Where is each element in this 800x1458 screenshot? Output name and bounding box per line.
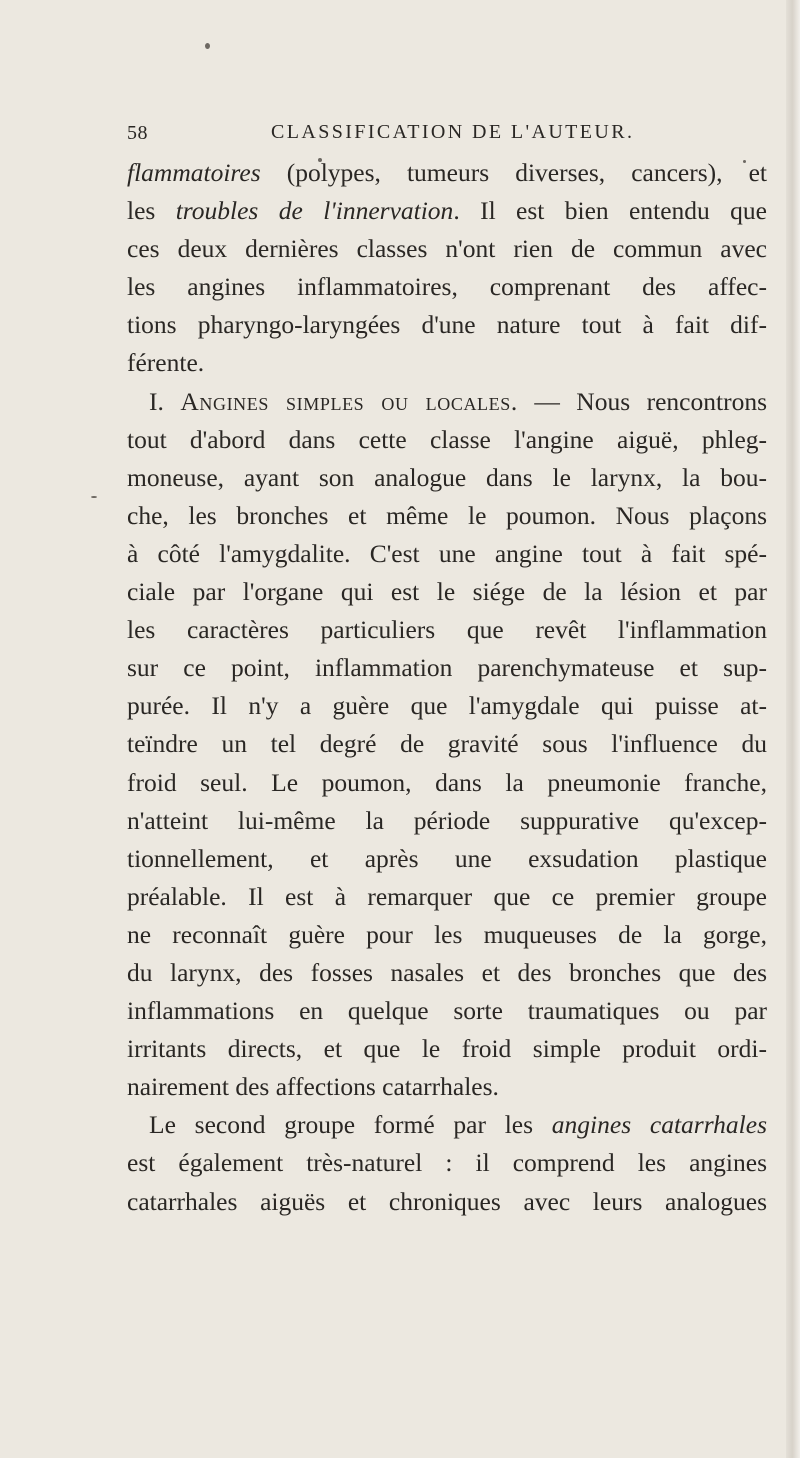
- text-line: les caractères particuliers que revêt l'inflammation: [127, 615, 767, 645]
- text-line: sur ce point, inflammation parenchymateuse et sup-: [127, 653, 767, 683]
- ink-speck: [205, 43, 210, 49]
- text-line: les angines inflammatoires, comprenant des affec-: [127, 272, 767, 302]
- text-line: ces deux dernières classes n'ont rien de commun avec: [127, 234, 767, 264]
- text-line: les troubles de l'innervation. Il est bien entendu que: [127, 196, 767, 226]
- italic-term: angines catarrhales: [551, 1110, 767, 1140]
- text-line: irritants directs, et que le froid simple produit ordi-: [127, 1034, 767, 1064]
- text-line: purée. Il n'y a guère que l'amygdale qui puisse at-: [127, 691, 767, 721]
- text-line: inflammations en quelque sorte traumatiques ou par: [127, 996, 767, 1026]
- text-line: ne reconnaît guère pour les muqueuses de la gorge,: [127, 919, 767, 949]
- text-line: du larynx, des fosses nasales et des bronches que des: [127, 957, 767, 987]
- text-line: préalable. Il est à remarquer que ce premier groupe: [127, 881, 767, 911]
- text-line: teïndre un tel degré de gravité sous l'influence du: [127, 729, 767, 759]
- text-line: tout d'abord dans cette classe l'angine aiguë, phleg-: [127, 424, 767, 454]
- running-title: CLASSIFICATION DE L'AUTEUR.: [271, 121, 635, 143]
- text-line: nairement des affections catarrhales.: [127, 1072, 499, 1102]
- text-line: tions pharyngo-laryngées d'une nature tout à fait dif-: [127, 310, 767, 340]
- text-line: à côté l'amygdalite. C'est une angine tout à fait spé-: [127, 538, 767, 568]
- text-line: ciale par l'organe qui est le siége de la lésion et par: [127, 577, 767, 607]
- text-line: tionnellement, et après une exsudation plastique: [127, 843, 767, 873]
- text-line: froid seul. Le poumon, dans la pneumonie franche,: [127, 767, 767, 797]
- text-line: flammatoires (polypes, tumeurs diverses, cancers), et: [127, 158, 767, 187]
- text-line: est également très-naturel : il comprend les angines: [127, 1148, 767, 1178]
- section-heading-line: I. Angines simples ou locales. — Nous rencontrons: [149, 386, 767, 416]
- ink-speck: [91, 496, 97, 498]
- text-line: férente.: [127, 348, 205, 378]
- text-line: moneuse, ayant son analogue dans le larynx, la bou-: [127, 462, 767, 492]
- text-line: Le second groupe formé par les angines catarrhales: [149, 1110, 767, 1140]
- section-heading: Angines simples ou locales.: [180, 386, 518, 416]
- text-line: n'atteint lui-même la période suppurative qu'excep-: [127, 805, 767, 835]
- text-line: catarrhales aiguës et chroniques avec leurs analogues: [127, 1186, 767, 1216]
- italic-term: troubles de l'innervation: [175, 196, 454, 226]
- body-text: [127, 154, 767, 1221]
- italic-term: flammatoires: [127, 158, 261, 187]
- page-edge-shadow: [786, 0, 800, 1458]
- page-number: 58: [127, 122, 148, 144]
- text-line: che, les bronches et même le poumon. Nous plaçons: [127, 500, 767, 530]
